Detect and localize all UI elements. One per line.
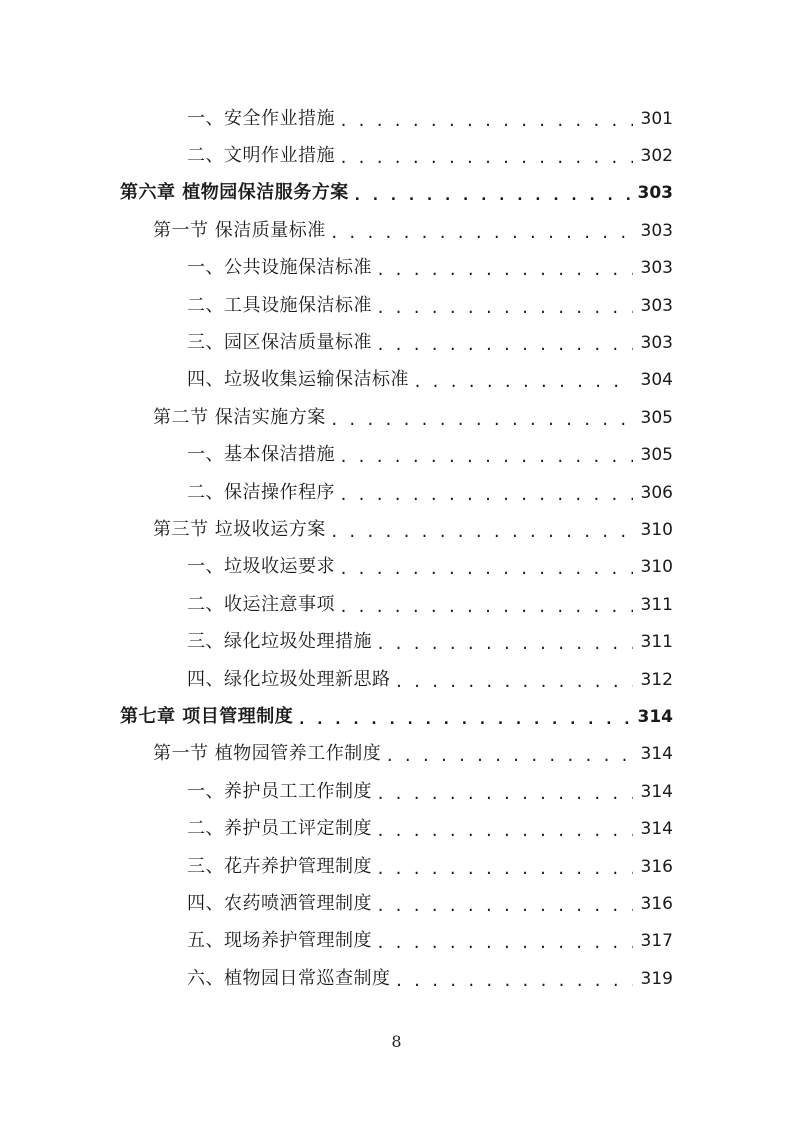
toc-entry-title: 三、园区保洁质量标准 <box>187 332 372 354</box>
toc-dot-leader <box>339 558 633 580</box>
toc-entry-title: 一、垃圾收运要求 <box>187 556 335 578</box>
toc-entry-title: 二、收运注意事项 <box>187 593 335 615</box>
toc-dot-leader <box>376 297 633 319</box>
toc-section-entry[interactable] <box>0 511 793 548</box>
toc-dot-leader <box>339 446 633 468</box>
toc-entry-page-number: 303 <box>640 220 673 241</box>
toc-entry-title: 六、植物园日常巡查制度 <box>187 967 391 989</box>
toc-chapter-entry[interactable] <box>0 175 793 212</box>
toc-entry-page-number: 306 <box>640 482 673 503</box>
toc-item-entry[interactable] <box>0 623 793 660</box>
table-of-contents <box>0 100 793 997</box>
toc-entry-page-number: 305 <box>640 445 673 466</box>
toc-item-entry[interactable] <box>0 848 793 885</box>
toc-entry-title: 二、工具设施保洁标准 <box>187 294 372 316</box>
toc-chapter-entry[interactable] <box>0 698 793 735</box>
toc-dot-leader <box>376 895 633 917</box>
toc-item-entry[interactable] <box>0 773 793 810</box>
toc-dot-leader <box>395 970 634 992</box>
toc-item-entry[interactable] <box>0 549 793 586</box>
toc-item-entry[interactable] <box>0 324 793 361</box>
toc-dot-leader <box>395 671 634 693</box>
toc-entry-title: 三、绿化垃圾处理措施 <box>187 631 372 653</box>
toc-dot-leader <box>339 147 633 169</box>
toc-dot-leader <box>353 184 632 206</box>
toc-entry-page-number: 302 <box>640 146 673 167</box>
toc-section-entry[interactable] <box>0 736 793 773</box>
toc-entry-title: 五、现场养护管理制度 <box>187 930 372 952</box>
toc-item-entry[interactable] <box>0 437 793 474</box>
toc-entry-page-number: 303 <box>637 183 673 204</box>
toc-item-entry[interactable] <box>0 810 793 847</box>
toc-section-entry[interactable] <box>0 212 793 249</box>
toc-entry-title: 四、垃圾收集运输保洁标准 <box>187 369 409 391</box>
toc-item-entry[interactable] <box>0 923 793 960</box>
toc-dot-leader <box>376 858 633 880</box>
toc-dot-leader <box>376 820 633 842</box>
toc-entry-page-number: 314 <box>640 744 673 765</box>
toc-entry-page-number: 316 <box>640 893 673 914</box>
toc-entry-title: 一、基本保洁措施 <box>187 444 335 466</box>
toc-dot-leader <box>330 409 633 431</box>
toc-dot-leader <box>330 521 633 543</box>
toc-entry-title: 第二节 保洁实施方案 <box>153 406 326 428</box>
toc-item-entry[interactable] <box>0 960 793 997</box>
toc-entry-page-number: 319 <box>640 968 673 989</box>
toc-dot-leader <box>339 484 633 506</box>
toc-section-entry[interactable] <box>0 399 793 436</box>
page-number: 8 <box>391 1032 402 1051</box>
toc-entry-page-number: 311 <box>640 632 673 653</box>
toc-entry-title: 一、安全作业措施 <box>187 107 335 129</box>
toc-dot-leader <box>297 708 631 730</box>
toc-dot-leader <box>376 932 633 954</box>
toc-entry-title: 二、养护员工评定制度 <box>187 818 372 840</box>
toc-entry-title: 第一节 植物园管养工作制度 <box>153 743 382 765</box>
toc-entry-title: 三、花卉养护管理制度 <box>187 855 372 877</box>
toc-entry-title: 二、文明作业措施 <box>187 145 335 167</box>
toc-entry-page-number: 316 <box>640 856 673 877</box>
toc-dot-leader <box>339 596 633 618</box>
toc-entry-page-number: 311 <box>640 594 673 615</box>
toc-entry-page-number: 303 <box>640 295 673 316</box>
toc-item-entry[interactable] <box>0 100 793 137</box>
toc-dot-leader <box>376 334 633 356</box>
toc-dot-leader <box>376 259 633 281</box>
toc-item-entry[interactable] <box>0 661 793 698</box>
toc-dot-leader <box>330 222 633 244</box>
toc-dot-leader <box>339 110 633 132</box>
toc-item-entry[interactable] <box>0 137 793 174</box>
toc-entry-title: 二、保洁操作程序 <box>187 481 335 503</box>
toc-entry-page-number: 314 <box>640 781 673 802</box>
toc-entry-title: 四、农药喷洒管理制度 <box>187 892 372 914</box>
toc-entry-title: 第六章 植物园保洁服务方案 <box>120 182 349 204</box>
toc-item-entry[interactable] <box>0 474 793 511</box>
toc-item-entry[interactable] <box>0 885 793 922</box>
toc-entry-page-number: 304 <box>640 370 673 391</box>
toc-entry-title: 四、绿化垃圾处理新思路 <box>187 668 391 690</box>
toc-entry-page-number: 305 <box>640 407 673 428</box>
toc-dot-leader <box>385 745 633 767</box>
toc-dot-leader <box>376 783 633 805</box>
toc-entry-page-number: 303 <box>640 258 673 279</box>
toc-entry-title: 一、公共设施保洁标准 <box>187 257 372 279</box>
toc-entry-page-number: 310 <box>640 557 673 578</box>
toc-dot-leader <box>413 371 633 393</box>
toc-entry-title: 第七章 项目管理制度 <box>120 705 294 727</box>
toc-item-entry[interactable] <box>0 362 793 399</box>
toc-entry-page-number: 310 <box>640 519 673 540</box>
toc-entry-title: 第一节 保洁质量标准 <box>153 219 326 241</box>
toc-dot-leader <box>376 633 633 655</box>
toc-entry-title: 第三节 垃圾收运方案 <box>153 518 326 540</box>
toc-entry-title: 一、养护员工工作制度 <box>187 780 372 802</box>
toc-entry-page-number: 301 <box>640 108 673 129</box>
toc-entry-page-number: 312 <box>640 669 673 690</box>
toc-item-entry[interactable] <box>0 250 793 287</box>
toc-entry-page-number: 317 <box>640 931 673 952</box>
toc-item-entry[interactable] <box>0 586 793 623</box>
toc-entry-page-number: 314 <box>640 819 673 840</box>
toc-item-entry[interactable] <box>0 287 793 324</box>
toc-entry-page-number: 303 <box>640 333 673 354</box>
toc-entry-page-number: 314 <box>637 706 673 727</box>
